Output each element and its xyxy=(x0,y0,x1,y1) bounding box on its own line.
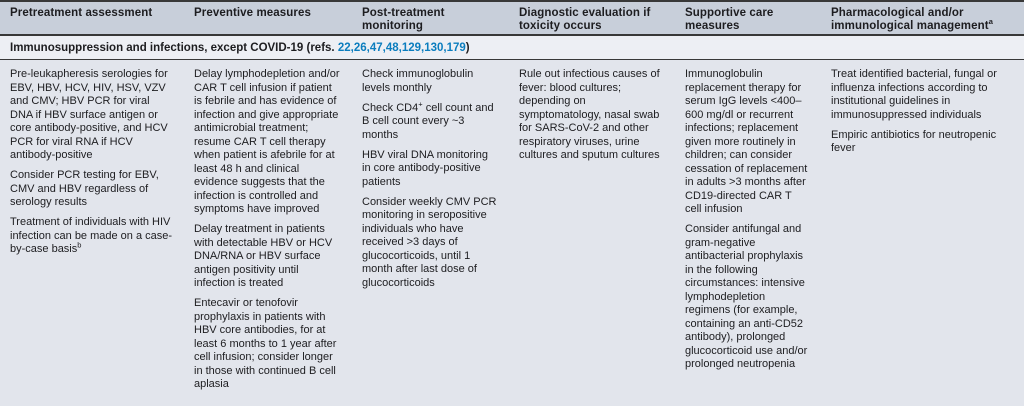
ref-separator: , xyxy=(382,41,386,54)
superscript: a xyxy=(988,17,993,27)
section-refs xyxy=(338,42,466,54)
ref-separator: , xyxy=(366,41,370,54)
paragraph xyxy=(10,216,174,257)
column-header-diagnostic-evaluation xyxy=(513,2,679,34)
cell-preventive-measures xyxy=(188,60,356,404)
text-run: Treatment of individuals with HIV infection can be made on a case-by-case basis xyxy=(10,216,173,255)
ref-link[interactable]: 47 xyxy=(369,41,383,54)
paragraph xyxy=(685,223,811,372)
text-run: Immunoglobulin replacement therapy for serum IgG levels <400–600 mg/dl or recurrent infections; replacement given more routinely in children; can consider cessation of replacement in adults >3 months after CD19-directed CAR T cell infusion xyxy=(685,68,808,215)
paragraph xyxy=(685,68,811,217)
text-run: Rule out infectious causes of fever: blood cultures; depending on symptomatology, nasal swab for SARS-CoV-2 and other respiratory viruses, urine cultures and sputum cultures xyxy=(519,68,660,161)
column-header-supportive-care xyxy=(679,2,825,34)
ref-link[interactable]: 26 xyxy=(353,41,367,54)
text-run: Pre-leukapheresis serologies for EBV, HBV, HCV, HIV, HSV, VZV and CMV; HBV PCR for viral DNA if HBV surface antigen or core antibody-positive, and HCV PCR for viral RNA if HCV antibody-positive xyxy=(10,68,168,161)
ref-separator: , xyxy=(421,41,425,54)
text-run: Delay treatment in patients with detectable HBV or HCV DNA/RNA or HBV surface antigen positivity until infection is treated xyxy=(194,223,333,289)
section-title-prefix: Immunosuppression and infections, except COVID-19 (refs. xyxy=(10,41,338,54)
paragraph xyxy=(362,149,499,190)
ref-separator: , xyxy=(443,41,447,54)
ref-link[interactable]: 130 xyxy=(424,41,444,54)
superscript: + xyxy=(418,98,423,108)
text-run: Empiric antibiotics for neutropenic fever xyxy=(831,128,997,154)
section-header-row xyxy=(0,36,1024,60)
cell-supportive-care xyxy=(679,60,825,404)
section-title-suffix: ) xyxy=(465,41,470,54)
paragraph xyxy=(194,223,342,291)
cell-pharmacological-management xyxy=(825,60,1024,404)
paragraph xyxy=(10,68,174,163)
paragraph xyxy=(194,297,342,392)
column-header-pretreatment-assessment xyxy=(0,2,188,34)
paragraph xyxy=(362,196,499,291)
paragraph xyxy=(362,98,499,143)
text-run: Consider weekly CMV PCR monitoring in seropositive individuals who have received >3 days of glucocorticoids, until 1 month after last dose of glucocorticoids xyxy=(362,195,497,289)
ref-link[interactable]: 48 xyxy=(385,41,399,54)
text-run: Check immunoglobulin levels monthly xyxy=(362,68,474,94)
column-header-pharmacological-management xyxy=(825,2,1024,34)
text-run: Consider PCR testing for EBV, CMV and HBV regardless of serology results xyxy=(10,169,159,208)
text-run: Delay lymphodepletion and/or CAR T cell infusion if patient is febrile and has evidence of infection and give appropriate antimicrobial treatment; resume CAR T cell therapy when patient is afebrile for at least 48 h and clinical evidence suggests that the infection is controlled and symptoms have improved xyxy=(194,68,340,215)
ref-link[interactable]: 129 xyxy=(401,41,422,54)
text-run: Pretreatment assessment xyxy=(10,7,153,19)
paragraph xyxy=(194,68,342,217)
paragraph xyxy=(10,169,174,210)
table-header-row xyxy=(0,2,1024,36)
paragraph xyxy=(831,68,1010,122)
text-run: HBV viral DNA monitoring in core antibody-positive patients xyxy=(362,148,488,188)
cell-diagnostic-evaluation xyxy=(513,60,679,404)
column-header-post-treatment-monitoring xyxy=(356,2,513,34)
cell-post-treatment-monitoring xyxy=(356,60,513,404)
superscript: b xyxy=(77,240,82,250)
ref-link[interactable]: 22 xyxy=(337,41,351,54)
text-run: Preventive measures xyxy=(194,7,311,19)
ref-separator: , xyxy=(398,41,402,54)
text-run: Pharmacological and/or immunological management xyxy=(831,7,989,32)
table-body-row xyxy=(0,60,1024,404)
text-run: Supportive care measures xyxy=(685,7,774,32)
text-run: Diagnostic evaluation if toxicity occurs xyxy=(519,7,651,32)
cell-pretreatment-assessment xyxy=(0,60,188,404)
text-run: Consider antifungal and gram-negative antibacterial prophylaxis in the following circumstances: intensive lymphodepletion regimens (for example, containing an anti-CD52 antibody), prolonged glucocorticoid use and/or prolonged neutropenia xyxy=(685,223,808,370)
ref-link[interactable]: 179 xyxy=(446,41,466,54)
column-header-preventive-measures xyxy=(188,2,356,34)
text-run: Post-treatment monitoring xyxy=(362,7,445,32)
text-run: Entecavir or tenofovir prophylaxis in patients with HBV core antibodies, for at least 6 months to 1 year after cell infusion; consider longer in those with continued B cell aplasia xyxy=(194,297,337,390)
text-run: Treat identified bacterial, fungal or influenza infections according to institutional guidelines in immunosuppressed individuals xyxy=(831,68,997,121)
paragraph xyxy=(831,129,1010,156)
ref-separator: , xyxy=(350,41,354,54)
text-run: Check CD4 xyxy=(362,101,419,114)
paragraph xyxy=(519,68,665,163)
paragraph xyxy=(362,68,499,95)
text-run: cell count and B cell count every ~3 months xyxy=(362,101,494,141)
